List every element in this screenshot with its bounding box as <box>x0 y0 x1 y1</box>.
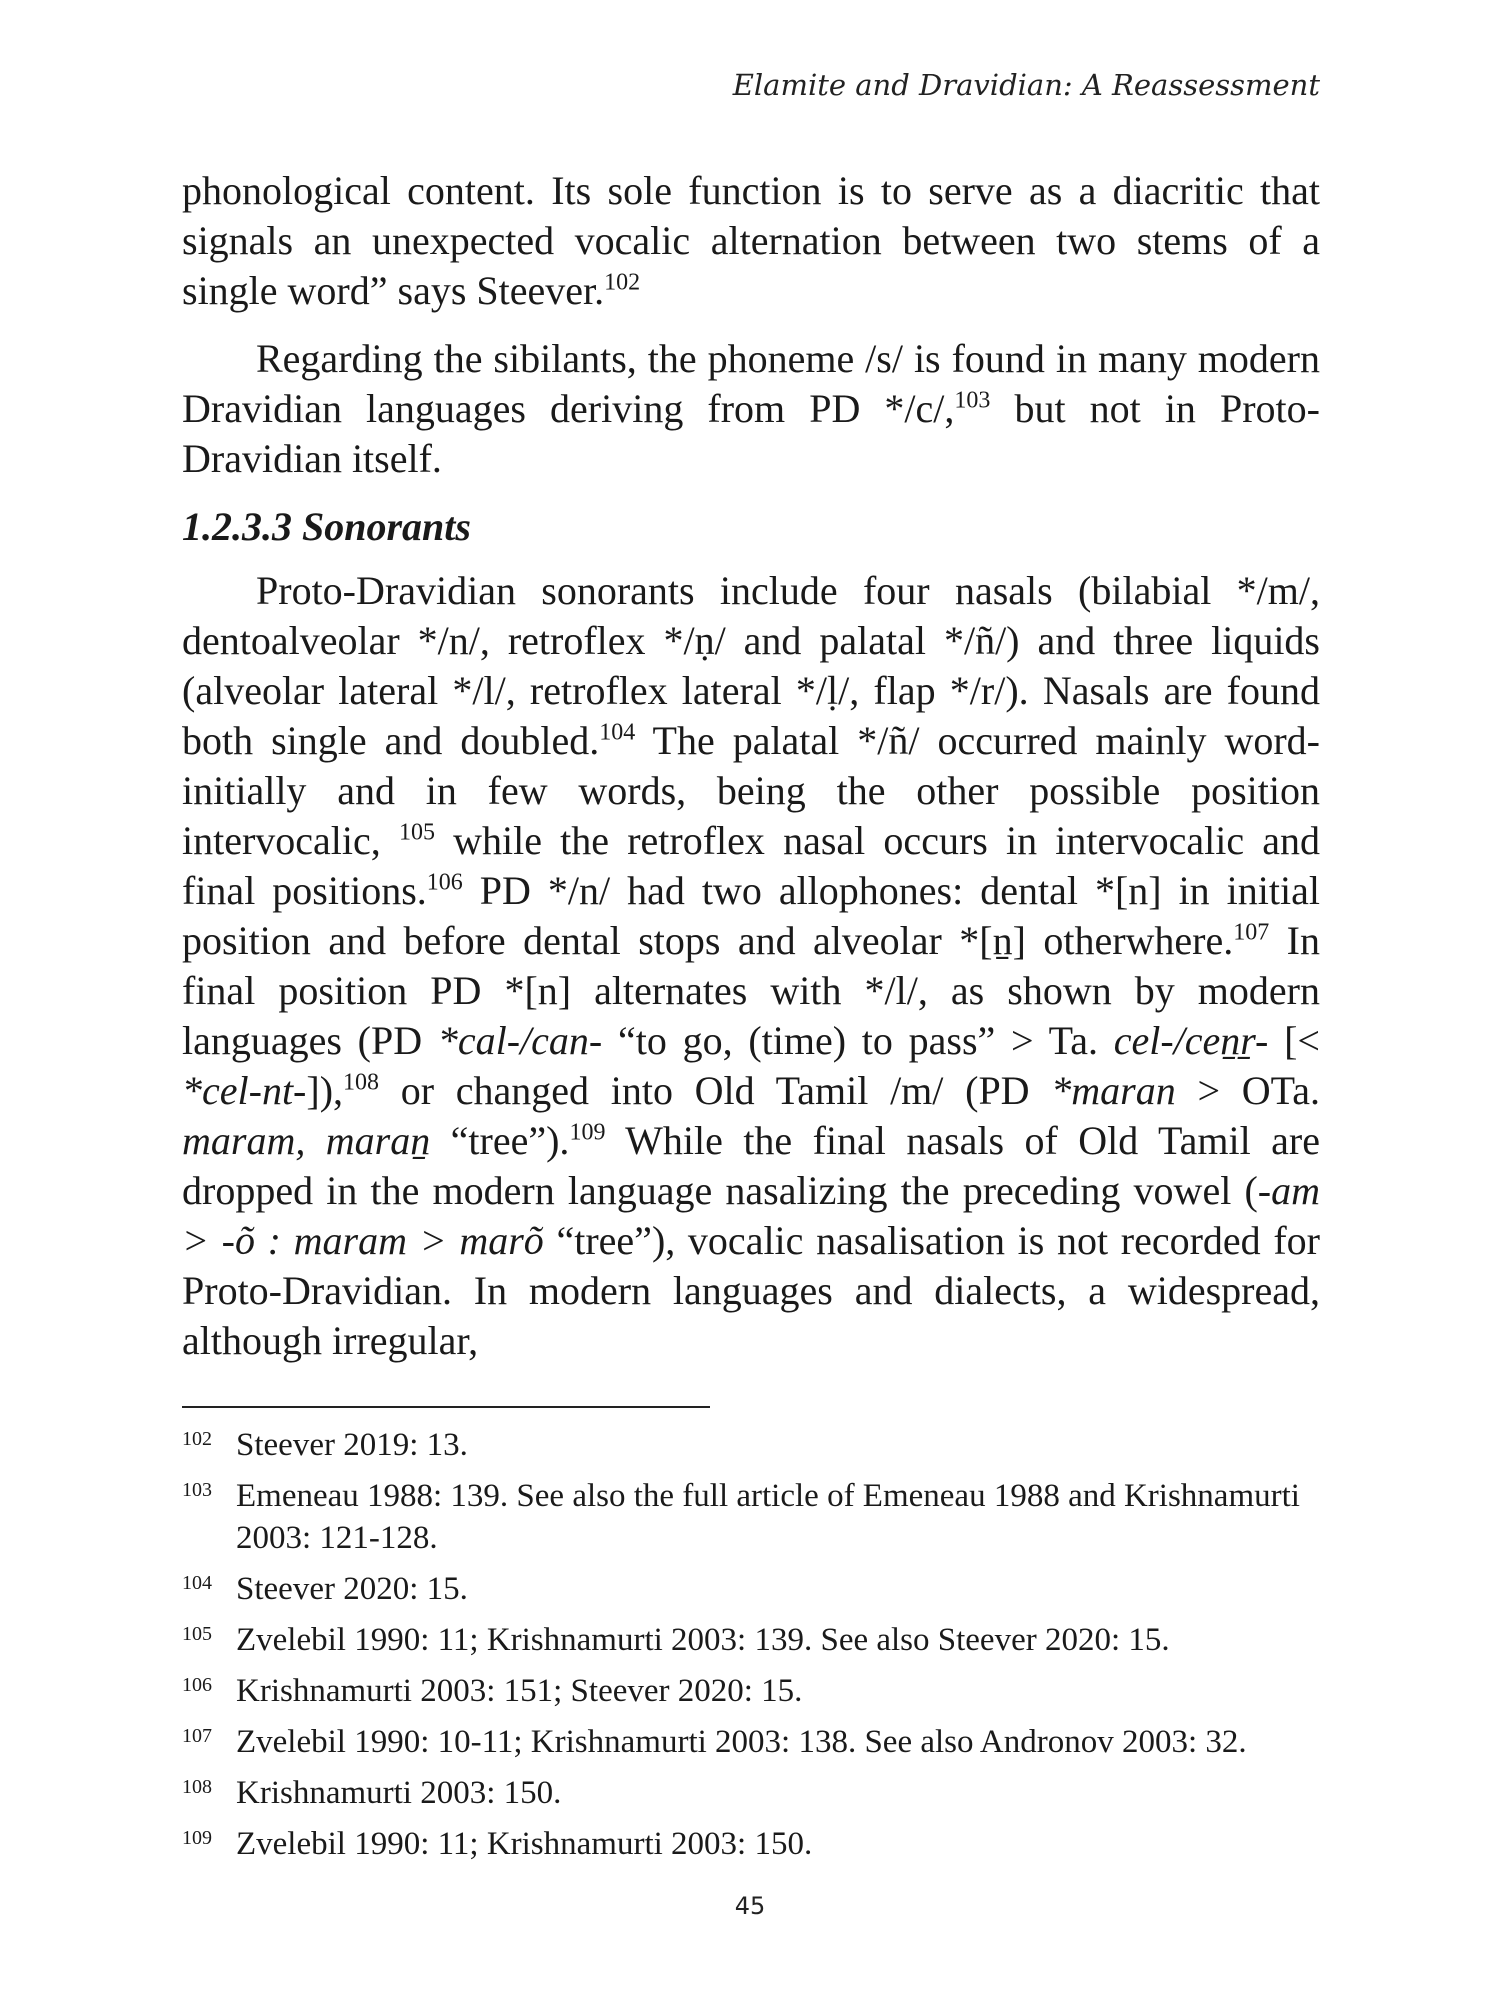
italic-form: maram, maran̠ <box>182 1118 431 1163</box>
footnote-106 <box>182 1670 1322 1712</box>
footnote-ref-102[interactable]: 102 <box>604 269 641 296</box>
page-number: 45 <box>734 1892 766 1920</box>
footnote-ref-105[interactable]: 105 <box>398 819 435 846</box>
footnote-text: Krishnamurti 2003: 150. <box>236 1775 562 1811</box>
footnotes <box>182 1424 1322 1874</box>
footnote-text: Steever 2019: 13. <box>236 1427 468 1463</box>
italic-form: *maran <box>1051 1068 1176 1113</box>
running-header: Elamite and Dravidian: A Reassessment <box>732 68 1320 102</box>
footnote-number: 105 <box>182 1623 212 1645</box>
footnote-number: 104 <box>182 1572 212 1594</box>
footnote-ref-108[interactable]: 108 <box>343 1069 380 1096</box>
footnote-text: Krishnamurti 2003: 151; Steever 2020: 15. <box>236 1673 803 1709</box>
text-run: While the final nasals of Old Tamil are dropped in the modern language nasalizing the preceding vowel ( <box>182 1118 1320 1213</box>
footnote-number: 106 <box>182 1674 212 1696</box>
text-run: or changed into Old Tamil /m/ (PD <box>379 1068 1052 1113</box>
footnote-divider <box>182 1406 710 1408</box>
text-run: while the retroflex nasal occurs in intervocalic and final positions. <box>182 818 1320 913</box>
italic-form: cel-/cen̠r̠- <box>1113 1018 1269 1063</box>
italic-form: -am > -õ : maram > marõ <box>182 1168 1320 1263</box>
text-run: In final position PD *[n] alternates with */l/, as shown by modern languages (PD <box>182 918 1320 1063</box>
text-run: PD */n/ had two allophones: dental *[n] in initial position and before dental stops and alveolar *[n̠] otherwhere. <box>182 868 1320 963</box>
footnote-ref-103[interactable]: 103 <box>954 387 991 414</box>
text-run: The palatal */ñ/ occurred mainly word-initially and in few words, being the other possible position intervocalic, <box>182 718 1320 863</box>
main-text <box>182 166 1320 1384</box>
footnote-ref-106[interactable]: 106 <box>426 869 463 896</box>
footnote-text: Steever 2020: 15. <box>236 1571 468 1607</box>
footnote-number: 108 <box>182 1776 212 1798</box>
paragraph-text: but not in Proto-Dravidian itself. <box>182 386 1320 481</box>
footnote-102 <box>182 1424 1322 1466</box>
text-run: Proto-Dravidian sonorants include four nasals (bilabial */m/, dentoalveolar */n/, retroflex */ṇ/ and palatal */ñ/) and three liquids (alveolar lateral */l/, retroflex lateral */ḷ/, flap */r/). Nasals are found both single and doubled. <box>182 568 1320 763</box>
paragraph-text: phonological content. Its sole function is to serve as a diacritic that signals an unexpected vocalic alternation between two stems of a single word” says Steever. <box>182 168 1320 313</box>
footnote-ref-107[interactable]: 107 <box>1233 919 1270 946</box>
paragraph-text: Regarding the sibilants, the phoneme /s/ is found in many modern Dravidian languages deriving from PD */c/, <box>182 336 1320 431</box>
section-heading: 1.2.3.3 Sonorants <box>182 504 471 549</box>
footnote-number: 109 <box>182 1827 212 1849</box>
italic-form: *cel-nt- <box>182 1068 307 1113</box>
footnote-text: Zvelebil 1990: 11; Krishnamurti 2003: 150. <box>236 1826 813 1862</box>
italic-form: *cal-/can- <box>437 1018 603 1063</box>
footnote-number: 103 <box>182 1479 212 1501</box>
footnote-108 <box>182 1772 1322 1814</box>
footnote-103 <box>182 1475 1322 1559</box>
footnote-107 <box>182 1721 1322 1763</box>
footnote-text: Emeneau 1988: 139. See also the full article of Emeneau 1988 and Krishnamurti 2003: 121-128. <box>236 1478 1300 1556</box>
footnote-number: 107 <box>182 1725 212 1747</box>
text-run: ]), <box>306 1068 344 1113</box>
text-run: [< <box>1268 1018 1320 1063</box>
text-run: “to go, (time) to pass” > Ta. <box>602 1018 1114 1063</box>
footnote-109 <box>182 1823 1322 1865</box>
text-run: > OTa. <box>1175 1068 1320 1113</box>
paragraph-1 <box>182 166 1320 316</box>
footnote-number: 102 <box>182 1428 212 1450</box>
footnote-ref-109[interactable]: 109 <box>569 1119 606 1146</box>
footnote-ref-104[interactable]: 104 <box>599 719 636 746</box>
paragraph-2 <box>182 334 1320 484</box>
footnote-105 <box>182 1619 1322 1661</box>
footnote-text: Zvelebil 1990: 10-11; Krishnamurti 2003: 138. See also Andronov 2003: 32. <box>236 1724 1247 1760</box>
footnote-text: Zvelebil 1990: 11; Krishnamurti 2003: 139. See also Steever 2020: 15. <box>236 1622 1170 1658</box>
text-run: “tree”). <box>430 1118 570 1163</box>
footnote-104 <box>182 1568 1322 1610</box>
text-run: “tree”), vocalic nasalisation is not recorded for Proto-Dravidian. In modern languages and dialects, a widespread, although irregular, <box>182 1218 1320 1363</box>
paragraph-3 <box>182 566 1320 1366</box>
